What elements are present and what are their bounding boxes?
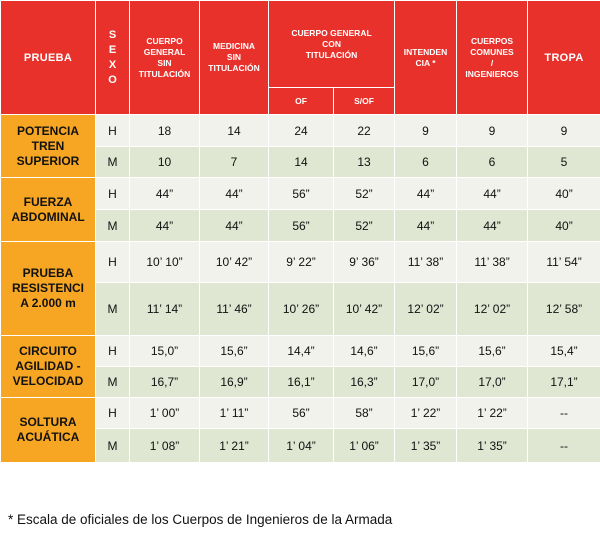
table-row bbox=[1, 336, 600, 367]
value-cell: 10’ 10” bbox=[130, 242, 200, 283]
header-tropa: TROPA bbox=[528, 1, 600, 115]
value-cell: 22 bbox=[334, 115, 395, 147]
value-cell: 1’ 21” bbox=[200, 429, 269, 463]
header-sexo: S E X O bbox=[96, 1, 130, 115]
table-row bbox=[1, 115, 600, 147]
value-cell: 9 bbox=[528, 115, 600, 147]
value-cell: 14,4” bbox=[269, 336, 334, 367]
sex-cell: H bbox=[96, 398, 130, 429]
value-cell: -- bbox=[528, 398, 600, 429]
sex-cell: M bbox=[96, 147, 130, 178]
value-cell: 1’ 08” bbox=[130, 429, 200, 463]
sex-cell: M bbox=[96, 429, 130, 463]
value-cell: 40” bbox=[528, 178, 600, 210]
header-of: OF bbox=[269, 88, 334, 115]
value-cell: 15,4” bbox=[528, 336, 600, 367]
header-cuerpos-comunes-ingenieros: CUERPOS COMUNES / INGENIEROS bbox=[457, 1, 528, 115]
value-cell: -- bbox=[528, 429, 600, 463]
value-cell: 11’ 38” bbox=[457, 242, 528, 283]
value-cell: 15,6” bbox=[457, 336, 528, 367]
value-cell: 17,0” bbox=[395, 367, 457, 398]
value-cell: 56” bbox=[269, 398, 334, 429]
value-cell: 14,6” bbox=[334, 336, 395, 367]
header-cuerpo-general-sin-titulacion: CUERPO GENERAL SIN TITULACIÓN bbox=[130, 1, 200, 115]
value-cell: 40” bbox=[528, 210, 600, 242]
test-name-cell: SOLTURA ACUÁTICA bbox=[1, 398, 96, 463]
value-cell: 16,3” bbox=[334, 367, 395, 398]
value-cell: 13 bbox=[334, 147, 395, 178]
value-cell: 44” bbox=[130, 178, 200, 210]
value-cell: 5 bbox=[528, 147, 600, 178]
value-cell: 12’ 58” bbox=[528, 283, 600, 336]
header-prueba: PRUEBA bbox=[1, 1, 96, 115]
value-cell: 1’ 04” bbox=[269, 429, 334, 463]
value-cell: 1’ 00” bbox=[130, 398, 200, 429]
test-name-cell: CIRCUITO AGILIDAD - VELOCIDAD bbox=[1, 336, 96, 398]
value-cell: 44” bbox=[395, 210, 457, 242]
value-cell: 17,1” bbox=[528, 367, 600, 398]
value-cell: 44” bbox=[395, 178, 457, 210]
test-name-cell: POTENCIA TREN SUPERIOR bbox=[1, 115, 96, 178]
value-cell: 58” bbox=[334, 398, 395, 429]
value-cell: 52” bbox=[334, 178, 395, 210]
sex-cell: H bbox=[96, 115, 130, 147]
test-name-cell: FUERZA ABDOMINAL bbox=[1, 178, 96, 242]
value-cell: 10’ 26” bbox=[269, 283, 334, 336]
value-cell: 1’ 22” bbox=[395, 398, 457, 429]
value-cell: 44” bbox=[200, 210, 269, 242]
value-cell: 10’ 42” bbox=[334, 283, 395, 336]
value-cell: 11’ 38” bbox=[395, 242, 457, 283]
value-cell: 44” bbox=[457, 178, 528, 210]
value-cell: 24 bbox=[269, 115, 334, 147]
header-cuerpo-general-con-titulacion: CUERPO GENERAL CON TITULACIÓN bbox=[269, 1, 395, 88]
table-body bbox=[1, 115, 600, 463]
value-cell: 56” bbox=[269, 178, 334, 210]
value-cell: 15,0” bbox=[130, 336, 200, 367]
value-cell: 14 bbox=[200, 115, 269, 147]
footnote: * Escala de oficiales de los Cuerpos de Ingenieros de la Armada bbox=[8, 512, 393, 527]
sex-cell: H bbox=[96, 336, 130, 367]
value-cell: 9’ 36” bbox=[334, 242, 395, 283]
value-cell: 56” bbox=[269, 210, 334, 242]
value-cell: 15,6” bbox=[200, 336, 269, 367]
value-cell: 11’ 14” bbox=[130, 283, 200, 336]
value-cell: 1’ 35” bbox=[395, 429, 457, 463]
value-cell: 6 bbox=[395, 147, 457, 178]
value-cell: 9’ 22” bbox=[269, 242, 334, 283]
value-cell: 12’ 02” bbox=[457, 283, 528, 336]
test-name-cell: PRUEBA RESISTENCI A 2.000 m bbox=[1, 242, 96, 336]
value-cell: 16,1” bbox=[269, 367, 334, 398]
value-cell: 44” bbox=[457, 210, 528, 242]
table-row bbox=[1, 398, 600, 429]
value-cell: 10 bbox=[130, 147, 200, 178]
value-cell: 1’ 35” bbox=[457, 429, 528, 463]
value-cell: 1’ 11” bbox=[200, 398, 269, 429]
value-cell: 9 bbox=[457, 115, 528, 147]
value-cell: 52” bbox=[334, 210, 395, 242]
value-cell: 6 bbox=[457, 147, 528, 178]
header-sof: S/OF bbox=[334, 88, 395, 115]
value-cell: 44” bbox=[130, 210, 200, 242]
value-cell: 12’ 02” bbox=[395, 283, 457, 336]
value-cell: 16,7” bbox=[130, 367, 200, 398]
value-cell: 1’ 06” bbox=[334, 429, 395, 463]
header-medicina-sin-titulacion: MEDICINA SIN TITULACIÓN bbox=[200, 1, 269, 115]
sex-cell: M bbox=[96, 367, 130, 398]
value-cell: 11’ 46” bbox=[200, 283, 269, 336]
value-cell: 17,0” bbox=[457, 367, 528, 398]
value-cell: 14 bbox=[269, 147, 334, 178]
value-cell: 18 bbox=[130, 115, 200, 147]
table-row bbox=[1, 242, 600, 283]
sex-cell: M bbox=[96, 283, 130, 336]
value-cell: 44” bbox=[200, 178, 269, 210]
value-cell: 15,6” bbox=[395, 336, 457, 367]
sex-cell: H bbox=[96, 242, 130, 283]
value-cell: 10’ 42” bbox=[200, 242, 269, 283]
table-row bbox=[1, 178, 600, 210]
value-cell: 11’ 54” bbox=[528, 242, 600, 283]
value-cell: 7 bbox=[200, 147, 269, 178]
sex-cell: H bbox=[96, 178, 130, 210]
header-intendencia: INTENDEN CIA * bbox=[395, 1, 457, 115]
sex-cell: M bbox=[96, 210, 130, 242]
value-cell: 1’ 22” bbox=[457, 398, 528, 429]
value-cell: 16,9” bbox=[200, 367, 269, 398]
value-cell: 9 bbox=[395, 115, 457, 147]
